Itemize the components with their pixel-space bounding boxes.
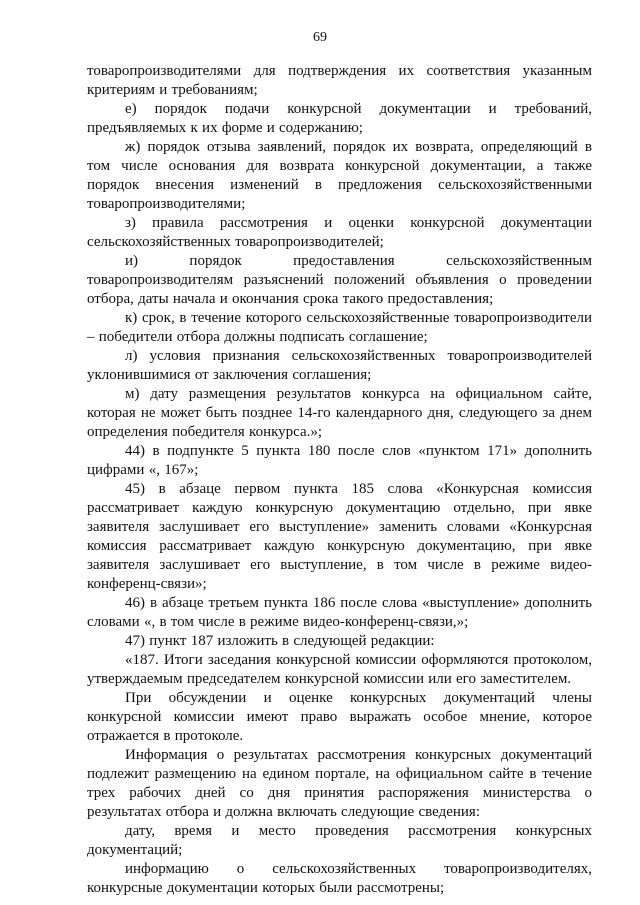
paragraph-item-m: м) дату размещения результатов конкурса на официальном сайте, которая не может быть позднее 14-го календарного дня, следующего за днем определения победителя конкурса.»; (87, 386, 592, 440)
paragraph-item-l: л) условия признания сельскохозяйственных товаропроизводителей уклонившимися от заключения соглашения; (87, 348, 592, 383)
paragraph-continuation: товаропроизводителями для подтверждения их соответствия указанным критериям и требованиям; (87, 63, 592, 98)
paragraph-47: 47) пункт 187 изложить в следующей редакции: (125, 633, 435, 649)
paragraph-44: 44) в подпункте 5 пункта 180 после слов «пунктом 171» дополнить цифрами «, 167»; (87, 443, 592, 478)
paragraph-187-date: дату, время и место проведения рассмотрения конкурсных документаций; (87, 823, 592, 858)
page-number: 69 (313, 30, 327, 45)
paragraph-item-z: з) правила рассмотрения и оценки конкурсной документации сельскохозяйственных товаропроизводителей; (87, 215, 592, 250)
paragraph-46: 46) в абзаце третьем пункта 186 после слова «выступление» дополнить словами «, в том числе в режиме видео-конференц-связи,»; (87, 595, 592, 630)
paragraph-187-producers: информацию о сельскохозяйственных товаропроизводителях, конкурсные документации которых были рассмотрены; (87, 861, 592, 896)
paragraph-item-k: к) срок, в течение которого сельскохозяйственные товаропроизводители – победители отбора должны подписать соглашение; (87, 310, 592, 345)
paragraph-item-i: и) порядок предоставления сельскохозяйственным товаропроизводителям разъяснений положений объявления о проведении отбора, даты начала и окончания срока такого предоставления; (87, 253, 592, 307)
body-text (87, 62, 592, 898)
paragraph-187-opinion: При обсуждении и оценке конкурсных документаций члены конкурсной комиссии имеют право выражать особое мнение, которое отражается в протоколе. (87, 690, 592, 744)
paragraph-45: 45) в абзаце первом пункта 185 слова «Конкурсная комиссия рассматривает каждую конкурсную документацию отдельно, при явке заявителя заслушивает его выступление» заменить словами «Конкурсная комиссия рассматривает каждую конкурсную документацию, при явке заявителя заслушивает его выступление, в том числе в режиме видео-конференц-связи»; (87, 481, 592, 592)
paragraph-item-zh: ж) порядок отзыва заявлений, порядок их возврата, определяющий в том числе основания для возврата конкурсной документации, а также порядок внесения изменений в предложения сельскохозяйственными товаропроизводителями; (87, 139, 592, 212)
paragraph-item-e: е) порядок подачи конкурсной документации и требований, предъявляемых к их форме и содержанию; (87, 101, 592, 136)
paragraph-187-information: Информация о результатах рассмотрения конкурсных документаций подлежит размещению на едином портале, на официальном сайте в течение трех рабочих дней со дня принятия распоряжения министерства о результатах отбора и должна включать следующие сведения: (87, 747, 592, 820)
paragraph-187-intro: «187. Итоги заседания конкурсной комиссии оформляются протоколом, утверждаемым председателем конкурсной комиссии или его заместителем. (87, 652, 592, 687)
